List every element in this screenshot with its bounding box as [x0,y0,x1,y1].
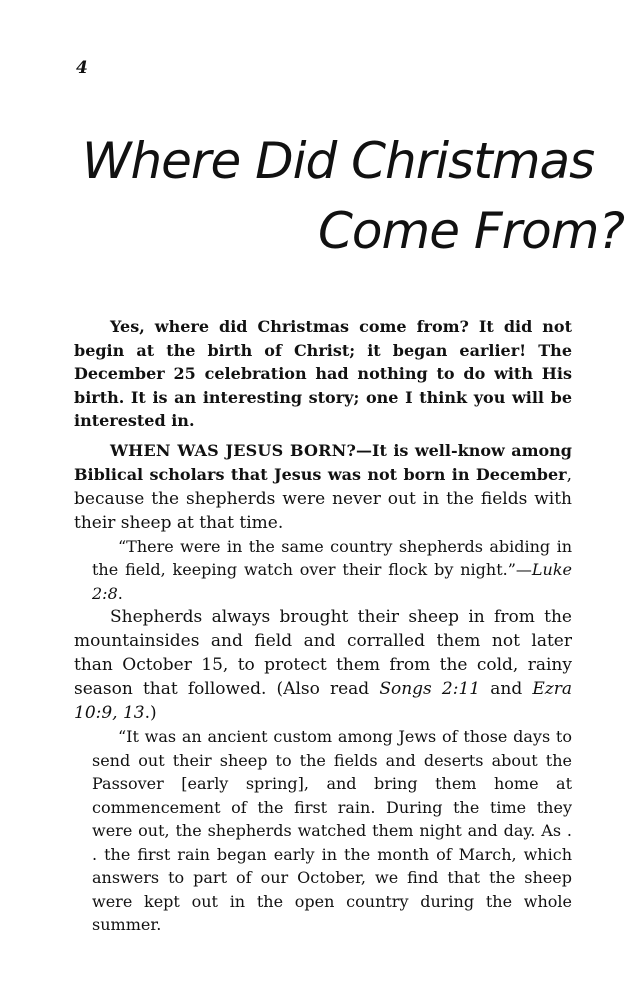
section-bold-text: It is well-know among Biblical scholars that Jesus was not born in December [74,440,572,484]
chapter-title-line-2: Come From? [318,202,625,260]
shepherds-end: .) [144,703,157,723]
chapter-body [74,315,572,937]
quote-luke-text: “There were in the same country shepherds abiding in the field, keeping watch over their flock by night.”— [92,536,572,579]
page-number: 4 [76,58,88,78]
section-normal-text: , because the shepherds were never out in the fields with their sheep at that time. [74,464,572,533]
intro-paragraph: Yes, where did Christmas come from? It did not begin at the birth of Christ; it began earlier! The December 25 celebration had nothing to do with His birth. It is an interesting story; one I think you will be interested in. [74,317,572,430]
songs-reference: Songs 2:11 [379,679,481,699]
section-heading: WHEN WAS JESUS BORN? [110,440,357,460]
quote-ancient-custom: “It was an ancient custom among Jews of those days to send out their sheep to the fields and deserts about the Passover [early spring], and bring them home at commencement of the first rain. During the time they were out, the shepherds watched them night and day. As . . the first rain began early in the month of March, which answers to part of our October, we find that the sheep were kept out in the open country during the whole summer. [92,727,572,934]
and-connector: and [480,679,533,699]
section-paragraph-when-born [74,439,572,535]
ezra-reference: Ezra 10:9, 13 [74,679,573,723]
quote-luke-reference: Luke 2:8 [92,560,572,603]
chapter-title-line-1: Where Did Christmas [82,132,595,190]
shepherds-text: Shepherds always brought their sheep in from the mountainsides and field and corralled them not later than October 15, to protect them from the cold, rainy season that followed. (Also read [74,607,572,699]
chapter-title [0,0,638,300]
shepherds-paragraph [74,605,572,725]
quote-luke-end: . [117,583,123,603]
heading-dash: — [356,440,373,460]
quote-luke [92,535,572,606]
